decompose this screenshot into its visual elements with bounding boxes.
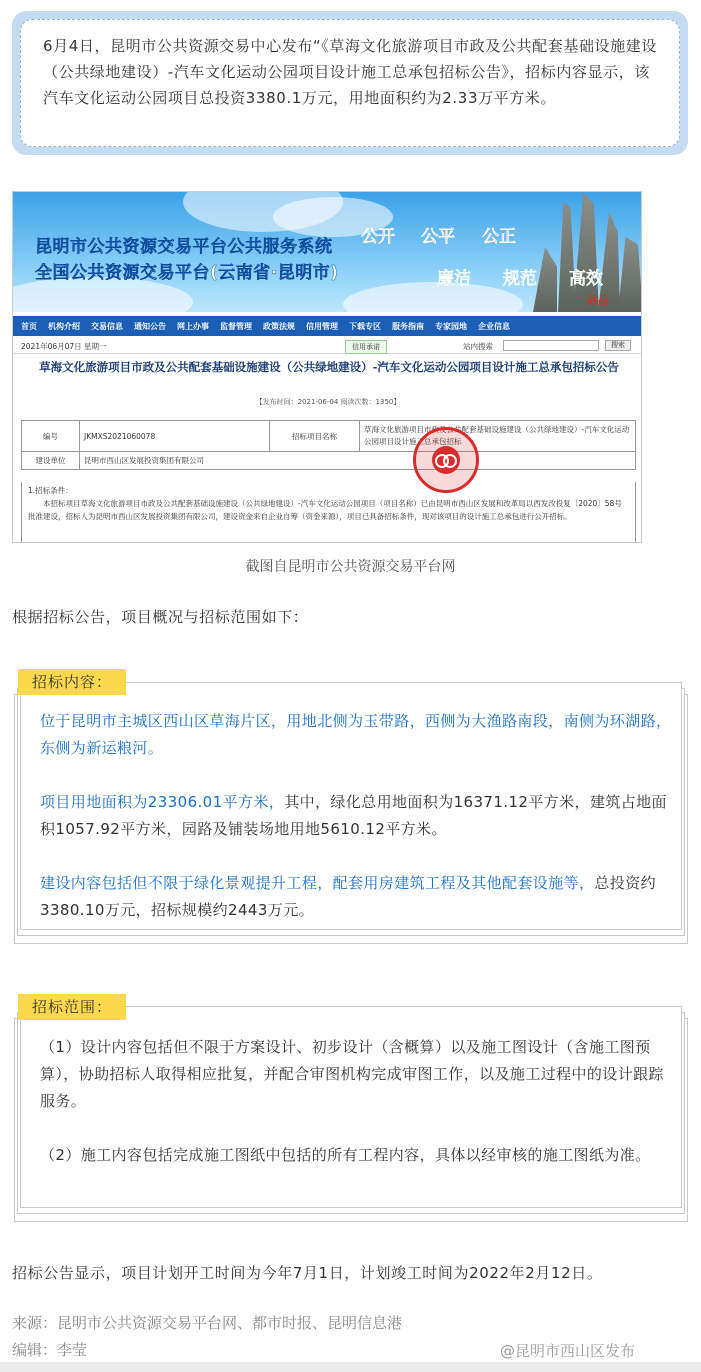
notice-table xyxy=(21,420,636,470)
site-date: 2021年06月07日 星期一 xyxy=(21,342,107,351)
notice-body-text: 本招标项目草海文化旅游项目市政及公共配套基础设施建设（公共绿地建设）-汽车文化运动公园项目（项目名称）已由昆明市西山区发展和改革局以西发改投复〔2020〕58号批准建设，招标人为昆明市西山区发展投资集团有限公司，建设资金来自企业自筹（资金来源），项目已具备招标条件，现对该项目的设计施工总承包进行公开招标。 xyxy=(28,499,622,521)
bid-scope-design: （1）设计内容包括但不限于方案设计、初步设计（含概算）以及施工图设计（含施工图预算），协助招标人取得相应批复，并配合审图机构完成审图工作，以及施工过程中的设计跟踪服务。 xyxy=(40,1038,664,1110)
unit-value: 昆明市西山区发展投资集团有限公司 xyxy=(80,452,636,470)
slogan-gongkai: 公开 xyxy=(361,227,395,247)
nav-item-guide[interactable]: 服务指南 xyxy=(392,321,424,331)
schedule-text: 招标公告显示，项目计划开工时间为今年7月1日，计划竣工时间为2022年2月12日。 xyxy=(12,1264,603,1282)
table-row xyxy=(22,421,636,452)
intro-text: 6月4日，昆明市公共资源交易中心发布“《草海文化旅游项目市政及公共配套基础设施建设（公共绿地建设）-汽车文化运动公园项目设计施工总承包招标公告》，招标内容显示，该汽车文化运动公园项目总投资3380.1万元，用地面积约为2.33万平方米。 xyxy=(43,37,657,107)
nav-item-notice[interactable]: 通知公告 xyxy=(134,321,166,331)
bid-content-area-lead: 项目用地面积为23306.01平方米， xyxy=(40,793,285,811)
credit-promise-button[interactable]: 信用承诺 xyxy=(345,340,387,354)
notice-body-heading: 1.招标条件： xyxy=(28,486,73,495)
nav-item-experts[interactable]: 专家园地 xyxy=(435,321,467,331)
bid-content-scope-lead: 建设内容包括但不限于绿化景观提升工程，配套用房建筑工程及其他配套设施等， xyxy=(40,874,595,892)
bid-content-area-detail: 其中，绿化总用地面积为16371.12平方米，建筑占地面积1057.92平方米，园路及铺装场地用地5610.12平方米。 xyxy=(40,793,667,838)
project-label: 招标项目名称 xyxy=(270,421,360,452)
bid-content-scope xyxy=(40,870,672,924)
official-seal-icon xyxy=(413,427,479,493)
banner-title-2: 全国公共资源交易平台(云南省·昆明市) xyxy=(35,263,339,283)
site-search-input[interactable] xyxy=(503,340,599,351)
slogan-gongping: 公平 xyxy=(421,227,455,247)
table-row xyxy=(22,452,636,470)
rock-label: 林品 xyxy=(587,294,609,307)
nav-item-about[interactable]: 机构介绍 xyxy=(48,321,80,331)
nav-item-enterprise[interactable]: 企业信息 xyxy=(478,321,510,331)
nav-item-trade[interactable]: 交易信息 xyxy=(91,321,123,331)
bid-content-area xyxy=(40,789,672,843)
bid-content-tag: 招标内容： xyxy=(18,669,126,695)
site-banner xyxy=(13,192,642,312)
code-label: 编号 xyxy=(22,421,80,452)
nav-item-online[interactable]: 网上办事 xyxy=(177,321,209,331)
slogan-gaoxiao: 高效 xyxy=(569,269,603,289)
intro-box-inner xyxy=(20,19,680,147)
notice-meta: 【发布时间：2021-06-04 阅读次数：1350】 xyxy=(255,398,401,406)
overview-lead: 根据招标公告，项目概况与招标范围如下： xyxy=(12,608,309,626)
nav-item-credit[interactable]: 信用管理 xyxy=(306,321,338,331)
unit-label: 建设单位 xyxy=(22,452,80,470)
nav-item-download[interactable]: 下载专区 xyxy=(349,321,381,331)
website-screenshot xyxy=(12,191,642,543)
site-nav xyxy=(13,316,642,336)
nav-item-home[interactable]: 首页 xyxy=(21,321,37,331)
slogan-lianjie: 廉洁 xyxy=(437,269,471,289)
bid-scope-tag: 招标范围： xyxy=(18,994,126,1020)
bid-scope-construction: （2）施工内容包括完成施工图纸中包括的所有工程内容，具体以经审核的施工图纸为准。 xyxy=(40,1146,651,1164)
weibo-watermark: @昆明市西山区发布 xyxy=(500,1342,636,1360)
slogan-gongzheng: 公正 xyxy=(482,227,516,247)
editor-line: 编辑：李莹 xyxy=(12,1341,88,1359)
bottom-band xyxy=(0,1362,701,1372)
source-line: 来源：昆明市公共资源交易平台网、都市时报、昆明信息港 xyxy=(12,1314,403,1332)
bid-content-investment: 总投资约3380.10万元，招标规模约2443万元。 xyxy=(40,874,657,919)
notice-heading: 草海文化旅游项目市政及公共配套基础设施建设（公共绿地建设）-汽车文化运动公园项目设计施工总承包招标公告 xyxy=(39,360,619,374)
slogan-guifan: 规范 xyxy=(503,269,537,289)
screenshot-caption: 截图自昆明市公共资源交易平台网 xyxy=(245,559,456,575)
notice-body xyxy=(21,482,636,543)
site-info-bar xyxy=(13,338,642,354)
code-value: JKMXS2021060078 xyxy=(80,421,270,452)
project-value: 草海文化旅游项目市政及公共配套基础设施建设（公共绿地建设）-汽车文化运动公园项目设计施工总承包招标 xyxy=(360,421,636,452)
bid-content-location: 位于昆明市主城区西山区草海片区，用地北侧为玉带路，西侧为大渔路南段，南侧为环湖路，东侧为新运粮河。 xyxy=(40,712,672,757)
banner-title-1: 昆明市公共资源交易平台公共服务系统 xyxy=(35,237,333,257)
site-search-label: 站内搜索 xyxy=(463,342,493,351)
nav-item-supervision[interactable]: 监督管理 xyxy=(220,321,252,331)
site-search-button[interactable]: 搜索 xyxy=(605,340,631,351)
nav-item-policy[interactable]: 政策法规 xyxy=(263,321,295,331)
